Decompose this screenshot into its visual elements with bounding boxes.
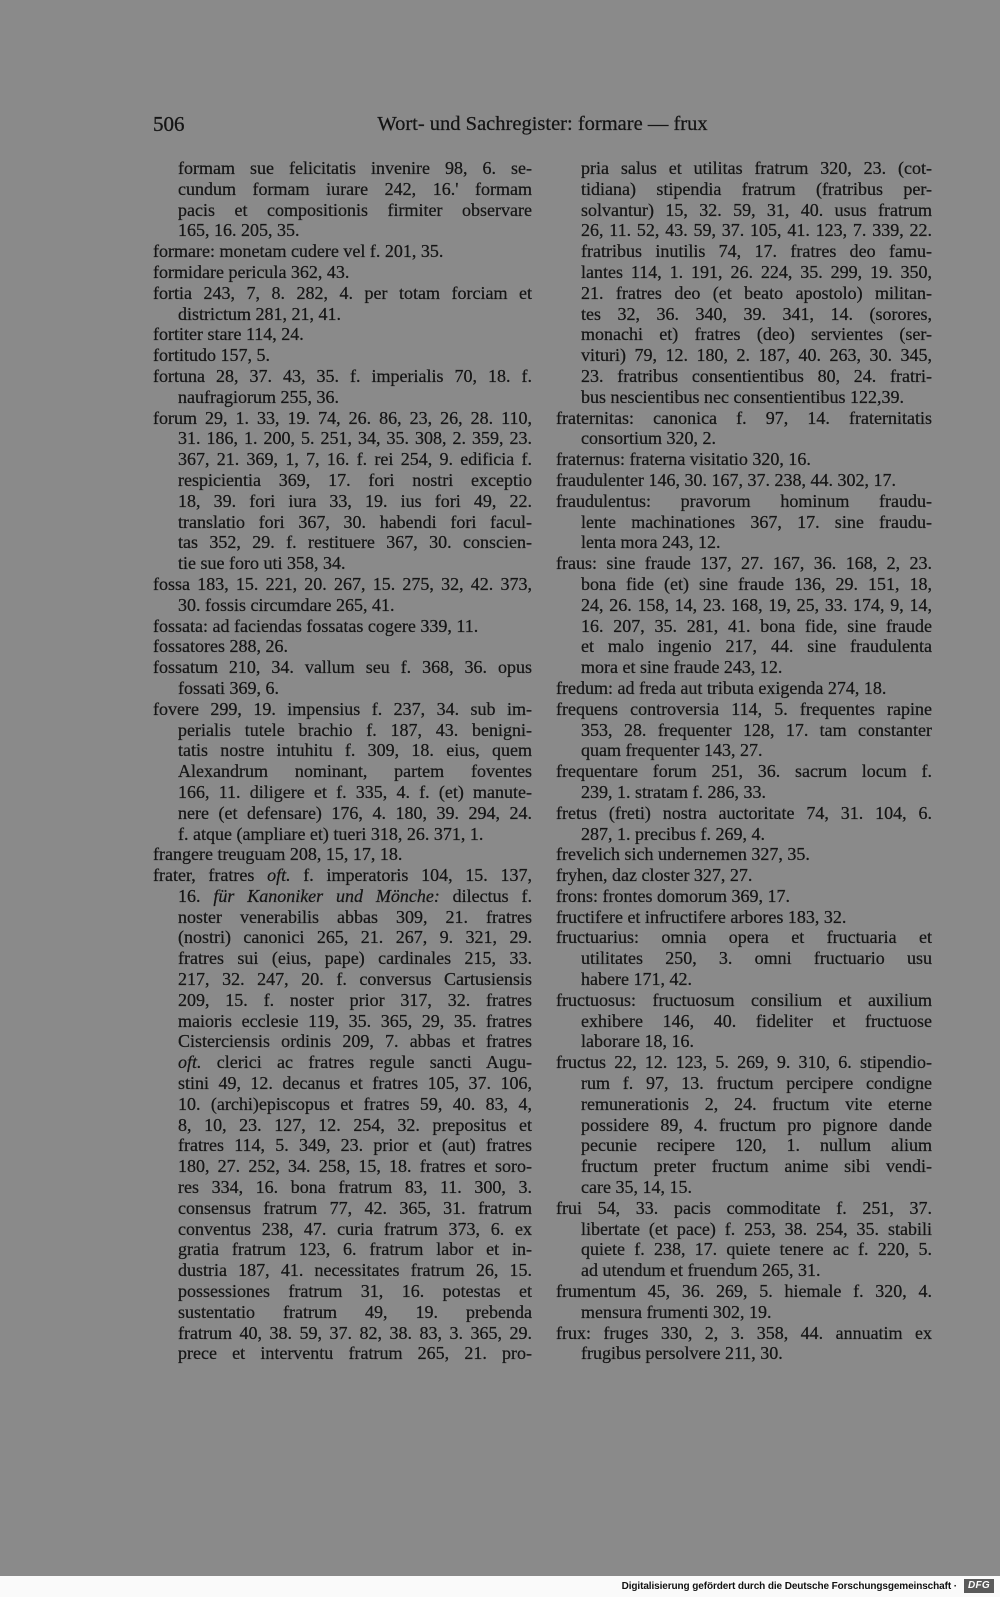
entry-line: habere 171, 42. <box>581 969 692 990</box>
entry-line: 16. 207, 35. 281, 41. bona fide, sine fraude <box>581 615 932 636</box>
entry-line: fratres 114, 5. 349, 23. prior et (aut) fratres <box>178 1135 532 1156</box>
entry-line: fossati 369, 6. <box>178 677 279 698</box>
entry-headline: formidare pericula 362, 43. <box>153 261 350 282</box>
entry-line: 353, 28. frequenter 128, 17. tam constanter <box>581 719 932 740</box>
entry-line: vituri) 79, 12. 180, 2. 187, 40. 263, 30. 345, <box>581 345 932 366</box>
entry-line <box>153 1052 532 1073</box>
entry-line: fratrum 40, 38. 59, 37. 82, 38. 83, 3. 365, 29. <box>178 1322 532 1343</box>
entry-line: lantes 114, 1. 191, 26. 224, 35. 299, 19. 350, <box>581 261 932 282</box>
index-entry <box>153 844 532 865</box>
entry-line: fratres sui (eius, pape) cardinales 215, 33. <box>178 948 532 969</box>
index-entry <box>153 408 532 574</box>
entry-headline: fructifere et infructifere arbores 183, 32. <box>556 906 847 927</box>
line-text: f. imperatoris 104, 15. 137, <box>290 865 532 886</box>
entry-headline: fortitudo 157, 5. <box>153 345 270 366</box>
entry-line: utilitates 250, 3. omni fructuario usu <box>581 948 932 969</box>
entry-line: exhibere 146, 40. fideliter et fructuose <box>581 1010 932 1031</box>
entry-headline: fossatum 210, 34. vallum seu f. 368, 36. opus <box>153 657 532 678</box>
entry-line: res 334, 16. bona fratrum 83, 11. 300, 3. <box>178 1177 532 1198</box>
entry-line: solvantur) 15, 32. 59, 31, 40. usus fratrum <box>581 199 932 220</box>
entry-line: tas 352, 29. f. restituere 367, 30. conscien- <box>178 532 532 553</box>
entry-line: Alexandrum nominant, partem foventes <box>178 761 532 782</box>
entry-line: quiete f. 238, 17. quiete tenere ac f. 220, 5. <box>581 1239 932 1260</box>
index-entry <box>556 1052 932 1198</box>
entry-line: care 35, 14, 15. <box>581 1177 692 1198</box>
index-entry <box>153 262 532 283</box>
entry-line: remunerationis 2, 24. fructum vite eterne <box>581 1093 932 1114</box>
entry-line: frugibus persolvere 211, 30. <box>581 1343 783 1364</box>
entry-line: 30. fossis circumdare 265, 41. <box>178 594 395 615</box>
entry-headline: frequens controversia 114, 5. frequentes rapine <box>556 698 932 719</box>
index-entry <box>556 470 932 491</box>
entry-line: stini 49, 12. decanus et fratres 105, 37. 106, <box>178 1073 532 1094</box>
entry-line: monachi et) fratres (deo) servientes (ser- <box>581 324 932 345</box>
entry-headline: frux: fruges 330, 2, 3. 358, 44. annuatim ex <box>556 1322 932 1343</box>
entry-line: rum f. 97, 13. fructum percipere condigne <box>581 1073 932 1094</box>
entry-line: fructum preter fructum anime sibi vendi- <box>581 1156 932 1177</box>
italic-text: oft. <box>178 1052 202 1073</box>
index-entry <box>556 1323 932 1365</box>
index-entry <box>556 886 932 907</box>
entry-line: pecunie recipere 120, 1. nullum alium <box>581 1135 932 1156</box>
entry-line: respicientia 369, 17. fori nostri exceptio <box>178 469 532 490</box>
entry-line: 367, 21. 369, 1, 7, 16. f. rei 254, 9. edificia f. <box>178 449 532 470</box>
entry-line: 31. 186, 1. 200, 5. 251, 34, 35. 308, 2. 359, 23. <box>178 428 532 449</box>
entry-line: cundum formam iurare 242, 16.' formam <box>178 178 532 199</box>
italic-text: für Kanoniker und Mönche: <box>213 885 440 906</box>
entry-line <box>153 886 532 907</box>
index-entry <box>556 844 932 865</box>
entry-line: sustentatio fratrum 49, 19. prebenda <box>178 1301 532 1322</box>
entry-line: formam sue felicitatis invenire 98, 6. se- <box>178 158 532 178</box>
entry-line: tes 32, 36. 340, 39. 341, 14. (sorores, <box>581 303 932 324</box>
index-entry <box>556 491 932 553</box>
entry-headline: frangere treuguam 208, 15, 17, 18. <box>153 844 403 865</box>
index-entry <box>556 865 932 886</box>
entry-line: lenta mora 243, 12. <box>581 532 721 553</box>
entry-headline: frevelich sich undernemen 327, 35. <box>556 844 810 865</box>
page-number: 506 <box>153 112 185 136</box>
index-entry <box>153 699 532 845</box>
entry-line: tatis nostre intuhitu f. 309, 18. eius, quem <box>178 740 532 761</box>
entry-headline: fructuarius: omnia opera et fructuaria et <box>556 927 932 948</box>
entry-headline: frumentum 45, 36. 269, 5. hiemale f. 320, 4. <box>556 1281 932 1302</box>
entry-line: 21. fratres deo (et beato apostolo) militan- <box>581 282 932 303</box>
index-entry <box>556 927 932 989</box>
index-entry <box>556 990 932 1052</box>
entry-line: translatio fori 367, 30. habendi fori facul- <box>178 511 532 532</box>
index-entry <box>153 636 532 657</box>
italic-text: oft. <box>267 865 291 886</box>
entry-line: 165, 16. 205, 35. <box>178 220 300 241</box>
entry-line: fratribus inutilis 74, 17. fratres deo famu- <box>581 241 932 262</box>
line-text: 16. <box>178 885 214 906</box>
index-entry <box>153 865 532 1364</box>
entry-line: 217, 32. 247, 20. f. conversus Cartusiensis <box>178 969 532 990</box>
entry-line: 23. fratribus consentientibus 80, 24. fratri- <box>581 365 932 386</box>
entry-headline <box>153 865 532 886</box>
entry-line: possessiones fratrum 31, 16. potestas et <box>178 1281 532 1302</box>
index-entry-continued <box>153 158 532 241</box>
index-entry <box>556 907 932 928</box>
entry-line: f. atque (ampliare et) tueri 318, 26. 371, 1. <box>178 823 484 844</box>
entry-line: (nostri) canonici 265, 21. 267, 9. 321, 29. <box>178 927 532 948</box>
line-text: frater, fratres <box>153 865 268 886</box>
entry-headline: fossa 183, 15. 221, 20. 267, 15. 275, 32, 42. 373, <box>153 573 532 594</box>
entry-line: 8, 10, 23. 127, 12. 254, 32. prepositus et <box>178 1114 532 1135</box>
entry-line: 287, 1. precibus f. 269, 4. <box>581 823 765 844</box>
entry-line: pacis et compositionis firmiter observare <box>178 199 532 220</box>
index-entry <box>153 241 532 262</box>
entry-headline: frequentare forum 251, 36. sacrum locum f. <box>556 761 932 782</box>
entry-headline: fructuosus: fructuosum consilium et auxilium <box>556 989 932 1010</box>
entry-line: naufragiorum 255, 36. <box>178 386 339 407</box>
entry-line: tidiana) stipendia fratrum (fratribus per- <box>581 178 932 199</box>
entry-headline: fraternus: fraterna visitatio 320, 16. <box>556 449 811 470</box>
index-entry <box>153 574 532 616</box>
entry-line: bus nescientibus nec consentientibus 122,39. <box>581 386 904 407</box>
entry-line: 209, 15. f. noster prior 317, 32. fratres <box>178 989 532 1010</box>
entry-headline: fraudulenter 146, 30. 167, 37. 238, 44. 302, 17. <box>556 469 896 490</box>
index-entry <box>556 803 932 845</box>
entry-line: mora et sine fraude 243, 12. <box>581 657 783 678</box>
entry-headline: frons: frontes domorum 369, 17. <box>556 885 790 906</box>
index-entry <box>556 408 932 450</box>
digitization-footer <box>0 1576 1000 1597</box>
entry-headline: forum 29, 1. 33, 19. 74, 26. 86, 23, 26, 28. 110, <box>153 407 532 428</box>
entry-line: conventus 238, 47. curia fratrum 373, 6. ex <box>178 1218 532 1239</box>
index-entry-continued <box>556 158 932 408</box>
entry-line: consensus fratrum 77, 42. 365, 31. fratrum <box>178 1197 532 1218</box>
entry-line: 239, 1. stratam f. 286, 33. <box>581 781 766 802</box>
index-entry <box>153 616 532 637</box>
entry-line: et malo ingenio 217, 44. sine fraudulenta <box>581 636 932 657</box>
entry-headline: fortuna 28, 37. 43, 35. f. imperialis 70, 18. f. <box>153 365 532 386</box>
page-title: Wort- und Sachregister: formare — frux <box>377 113 708 135</box>
index-entry <box>556 553 932 678</box>
entry-headline: fortia 243, 7, 8. 282, 4. per totam forciam et <box>153 282 532 303</box>
entry-line: nere (et defensare) 176, 4. 180, 39. 294, 24. <box>178 802 532 823</box>
index-entry <box>153 345 532 366</box>
entry-line: 18, 39. fori iura 33, 19. ius fori 49, 22. <box>178 490 532 511</box>
funding-credit: Digitalisierung gefördert durch die Deutsche Forschungsgemeinschaft · <box>621 1581 957 1592</box>
index-column-right <box>556 158 932 1364</box>
entry-line: prece et interventu fratrum 265, 21. pro- <box>178 1343 532 1364</box>
entry-headline: fraus: sine fraude 137, 27. 167, 36. 168, 2, 23. <box>556 553 932 574</box>
entry-line: maioris ecclesie 119, 35. 365, 29, 35. fratres <box>178 1010 532 1031</box>
index-entry <box>153 657 532 699</box>
entry-line: 26, 11. 52, 43. 59, 37. 105, 41. 123, 7. 339, 22. <box>581 220 932 241</box>
entry-line: 166, 11. diligere et f. 335, 4. f. (et) manute- <box>178 781 532 802</box>
index-entry <box>556 1281 932 1323</box>
entry-line: 180, 27. 252, 34. 258, 15, 18. fratres et soro- <box>178 1156 532 1177</box>
entry-line: perialis tutele brachio f. 187, 43. benigni- <box>178 719 532 740</box>
entry-line: ad utendum et fruendum 265, 31. <box>581 1260 821 1281</box>
entry-headline: fossata: ad faciendas fossatas cogere 339, 11. <box>153 615 479 636</box>
entry-line: bona fide (et) sine fraude 136, 29. 151, 18, <box>581 573 932 594</box>
entry-line: districtum 281, 21, 41. <box>178 303 341 324</box>
entry-line: noster venerabilis abbas 309, 21. fratres <box>178 906 532 927</box>
entry-line: Cisterciensis ordinis 209, 7. abbas et fratres <box>178 1031 532 1052</box>
index-entry <box>153 366 532 408</box>
entry-headline: fovere 299, 19. impensius f. 237, 34. sub im- <box>153 698 532 719</box>
entry-line: libertate (et pace) f. 253, 38. 254, 35. stabili <box>581 1218 932 1239</box>
line-text: clerici ac fratres regule sancti Augu- <box>201 1052 532 1073</box>
entry-headline: fructus 22, 12. 123, 5. 269, 9. 310, 6. stipendio- <box>556 1052 932 1073</box>
index-entry <box>556 678 932 699</box>
entry-line: tie sue foro uti 358, 34. <box>178 553 346 574</box>
entry-line: possidere 89, 4. fructum pro pignore dande <box>581 1114 932 1135</box>
entry-line: mensura frumenti 302, 19. <box>581 1301 772 1322</box>
entry-line: consortium 320, 2. <box>581 428 716 449</box>
entry-line: 24, 26. 158, 14, 23. 168, 19, 25, 33. 174, 9, 14, <box>581 594 932 615</box>
entry-line: laborare 18, 16. <box>581 1031 694 1052</box>
entry-line: lente machinationes 367, 17. sine fraudu- <box>581 511 932 532</box>
line-text: dilectus f. <box>439 885 533 906</box>
running-header <box>153 112 932 138</box>
entry-headline: fretus (freti) nostra auctoritate 74, 31. 104, 6. <box>556 802 932 823</box>
entry-headline: fraternitas: canonica f. 97, 14. fraternitatis <box>556 407 932 428</box>
index-entry <box>153 324 532 345</box>
index-entry <box>556 449 932 470</box>
index-entry <box>153 283 532 325</box>
entry-headline: fraudulentus: pravorum hominum fraudu- <box>556 490 932 511</box>
entry-headline: formare: monetam cudere vel f. 201, 35. <box>153 241 444 262</box>
index-entry <box>556 699 932 761</box>
dfg-logo-icon: DFG <box>964 1579 994 1593</box>
entry-headline: fortiter stare 114, 24. <box>153 324 304 345</box>
entry-headline: frui 54, 33. pacis commoditate f. 251, 37. <box>556 1197 932 1218</box>
entry-headline: fryhen, daz closter 327, 27. <box>556 865 753 886</box>
entry-headline: fredum: ad freda aut tributa exigenda 274, 18. <box>556 677 887 698</box>
entry-line: gratia fratrum 123, 6. fratrum labor et in- <box>178 1239 532 1260</box>
entry-line: quam frequenter 143, 27. <box>581 740 763 761</box>
entry-headline: fossatores 288, 26. <box>153 636 288 657</box>
entry-line: dustria 187, 41. necessitates fratrum 26, 15. <box>178 1260 532 1281</box>
index-entry <box>556 761 932 803</box>
index-entry <box>556 1198 932 1281</box>
entry-line: pria salus et utilitas fratrum 320, 23. (cot- <box>581 158 932 178</box>
entry-line: 10. (archi)episcopus et fratres 59, 40. 83, 4, <box>178 1093 532 1114</box>
index-column-left <box>153 158 532 1364</box>
